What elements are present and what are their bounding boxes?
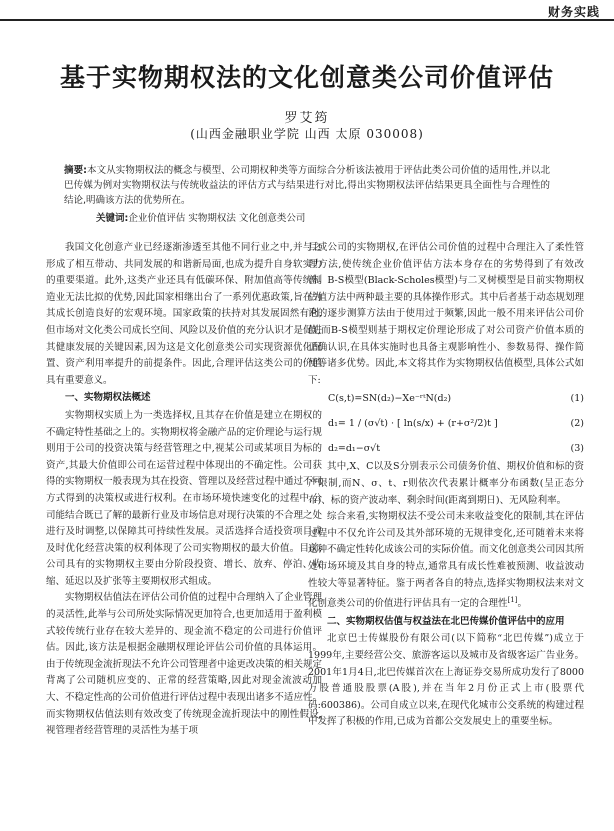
- author-affiliation: (山西金融职业学院 山西 太原 030008): [190, 127, 424, 141]
- keywords-text: 企业价值评估 实物期权法 文化创意类公司: [128, 213, 306, 224]
- abstract-label: 摘要:: [64, 165, 87, 176]
- keywords: [96, 211, 550, 226]
- article-title: 基于实物期权法的文化创意类公司价值评估: [59, 63, 554, 92]
- formula-2: [308, 409, 584, 439]
- header-rule: [0, 19, 614, 21]
- paragraph-end: 。: [517, 598, 527, 610]
- left-column: [46, 240, 322, 740]
- section-label: 财务实践: [547, 5, 600, 19]
- abstract-text: 本文从实物期权法的概念与模型、公司期权种类等方面综合分析该法被用于评估此类公司价值的适用性,并以北巴传媒为例对实物期权法与传统收益法的评估方式与结果进行对比,得出实物期权法评估结果更具全面性与合理性的结论,明确该方法的优势所在。: [64, 165, 550, 206]
- formula-expression: d₁= 1 / (σ√t) · [ ln(s/x) + (r+σ²/2)t ]: [328, 418, 498, 430]
- section-heading: 一、实物期权法概述: [65, 392, 151, 404]
- paragraph-text: 综合来看,实物期权法不受公司未来收益变化的限制,其在评估过程中不仅允许公司及其外部环境的无规律变化,还可随着未来将这种不确定性转化成该公司的实际价值。而文化创意类公司因其所处市场环境及其自身的特点,通常具有成长性难被预测、收益波动性较大等显著特征。鉴于两者各自的特点,选择实物期权法来对文化创意类公司的价值进行评估具有一定的合理性: [308, 511, 584, 610]
- formula-number: (2): [570, 418, 584, 430]
- formula-1: [308, 389, 584, 409]
- paragraph: 我国文化创意产业已经逐渐渗透至其他不同行业之中,并与之形成了相互带动、共同发展的和谐新局面,也成为提升自身软实力的重要渠道。此外,这类产业还具有低碳环保、附加值高等传统制造业无法比拟的优势,因此国家相继出台了一系列优惠政策,旨在为其成长创造良好的宏观环境。国家政策的扶持对其发展固然有利,但市场对文化类公司成长空间、风险以及价值的充分认识才是促进其健康发展的关键因素,因为这是文化创意类公司实现资源优化配置、资产利用率提升的前提条件。因此,合理评估这类公司的价值具有重要意义。: [46, 242, 322, 386]
- keywords-label: 关键词:: [96, 213, 129, 224]
- paragraph: 其中,X、C以及S分别表示公司债务价值、期权价值和标的资产限制,而N、σ、t、r则依次代表累计概率分布函数(呈正态分布)、标的资产波动率、剩余时间(距离到期日)、无风险利率。: [308, 461, 584, 506]
- paragraph: 实物期权实质上为一类选择权,且其存在价值是建立在期权的不确定特性基础之上的。实物期权将金融产品的定价理论与运行规则用于公司的投资决策与经营管理之中,视某公司或某项目为标的资产,其最大价值即公司在运营过程中体现出的不确定性。公司获得的实物期权一般表现为其在投资、管理以及经营过程中通过不同方式得到的决策权或进行权利。在市场环境快速变化的过程中,公司能结合既已了解的最新行业及市场信息对现行决策的不合理之处进行及时调整,以保障其可持续性发展。灵活选择合适投资项目或及时优化经营决策的权利体现了公司实物期权的最大价值。目前,公司具有的实物期权主要由分阶段投资、增长、放弃、停泊、收缩、延迟以及扩张等主要期权形式组成。: [46, 409, 322, 587]
- formula-3: [308, 439, 584, 459]
- author-name: 罗艾筠: [284, 111, 330, 126]
- formula-number: (3): [570, 443, 584, 455]
- page-header: [0, 0, 614, 22]
- paragraph: 北京巴士传媒股份有限公司(以下简称“北巴传媒”)成立于1999年,主要经营公交、旅游客运以及城市及省级客运广告业务。2001年1月4日,北巴传媒首次在上海证券交易所成功发行了8000万股普通股股票(A股),并在当年2月份正式上市(股票代码:600386)。公司自成立以来,在现代化城市公交系统的构建过程中发挥了积极的作用,已成为首都公交发展史上的重要坐标。: [308, 633, 584, 728]
- formula-expression: C(s,t)=SN(d₂)−Xe⁻ʳᵗN(d₂): [328, 393, 452, 405]
- right-column: [308, 240, 584, 731]
- paragraph: [308, 509, 584, 613]
- abstract: [64, 163, 550, 208]
- paragraph: 目或公司的实物期权,在评估公司价值的过程中合理注入了柔性管理方法,使传统企业价值评估方法本身存在的劣势得到了有效改善。B-S模型(Black-Scholes模型)与二叉树模型是目前实物期权估值方法中两种最主要的具体操作形式。其中后者基于动态规划理论的逐步测算方法由于使用过于频繁,因此一般不用来评估公司价值,而B-S模型则基于期权定价理论形成了对公司资产价值本质的正确认识,在具体实施时也具备主观影响性小、参数易得、操作简便等诸多优势。因此,本文将其作为实物期权估值模型,具体公式如下:: [308, 242, 584, 386]
- formula-expression: d₂=d₁−σ√t: [328, 443, 381, 455]
- paragraph: 实物期权估值法在评估公司价值的过程中合理纳入了企业管理的灵活性,此举与公司所处实际情况更加符合,也更加适用于盈利模式较传统行业存在较大差异的、现金流不稳定的公司进行价值评估。因此,该方法是根据金融期权理论评估公司价值的具体运用。由于传统现金流折现法不允许公司管理者中途更改决策的相关规定背离了公司随机应变的、正常的经营策略,因此对现金流波动加大、不稳定性高的公司价值进行评估过程中表现出诸多不适应性。而实物期权估值法则有效改变了传统现金流折现法中的刚性假设,视管理者经营管理的灵活性为基于项: [46, 592, 322, 737]
- formula-number: (1): [570, 393, 584, 405]
- citation-ref: [1]: [507, 596, 518, 605]
- section-heading: 二、实物期权估值与权益法在北巴传媒价值评估中的应用: [327, 615, 565, 627]
